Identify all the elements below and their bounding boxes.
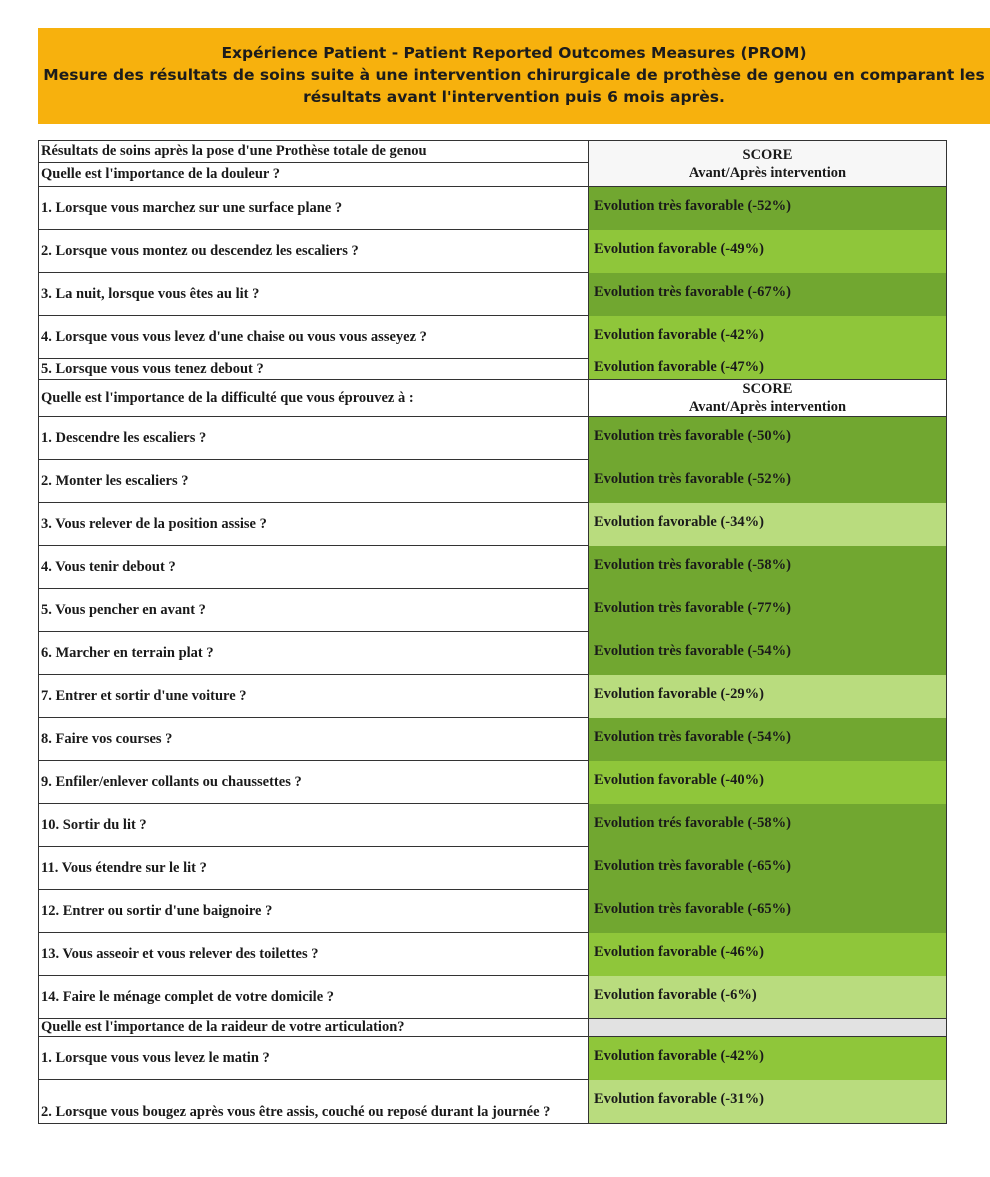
table-row — [39, 632, 947, 675]
score-subtitle: Avant/Après intervention — [688, 399, 847, 415]
item-label: 9. Enfiler/enlever collants ou chaussettes ? — [39, 761, 589, 804]
item-label: 5. Lorsque vous vous tenez debout ? — [39, 359, 589, 380]
score-header — [589, 141, 947, 187]
item-label: 11. Vous étendre sur le lit ? — [39, 847, 589, 890]
score-header — [589, 380, 947, 417]
item-result: Evolution très favorable (-50%) — [589, 417, 947, 460]
header-subtitle: Mesure des résultats de soins suite à une intervention chirurgicale de prothèse de genou en comparant les — [43, 66, 985, 84]
item-label: 4. Vous tenir debout ? — [39, 546, 589, 589]
table-row — [39, 1080, 947, 1124]
table-row — [39, 847, 947, 890]
item-result: Evolution très favorable (-52%) — [589, 187, 947, 230]
score-subtitle: Avant/Après intervention — [688, 164, 847, 181]
table-row — [39, 761, 947, 804]
item-result: Evolution favorable (-47%) — [589, 359, 947, 380]
item-result: Evolution très favorable (-52%) — [589, 460, 947, 503]
section-question-difficulty: Quelle est l'importance de la difficulté que vous éprouvez à : — [39, 380, 589, 417]
item-result: Evolution favorable (-40%) — [589, 761, 947, 804]
item-label: 1. Lorsque vous vous levez le matin ? — [39, 1037, 589, 1080]
item-result: Evolution favorable (-46%) — [589, 933, 947, 976]
table-row — [39, 316, 947, 359]
table-row — [39, 230, 947, 273]
table-row — [39, 273, 947, 316]
table-row — [39, 187, 947, 230]
item-label: 2. Lorsque vous montez ou descendez les escaliers ? — [39, 230, 589, 273]
item-label: 2. Lorsque vous bougez après vous être assis, couché ou reposé durant la journée ? — [39, 1080, 589, 1124]
item-label: 6. Marcher en terrain plat ? — [39, 632, 589, 675]
item-label: 5. Vous pencher en avant ? — [39, 589, 589, 632]
item-result: Evolution favorable (-42%) — [589, 1037, 947, 1080]
section-question-stiffness: Quelle est l'importance de la raideur de votre articulation? — [39, 1019, 589, 1037]
table-row — [39, 675, 947, 718]
table-row — [39, 503, 947, 546]
item-result: Evolution très favorable (-58%) — [589, 546, 947, 589]
item-label: 3. Vous relever de la position assise ? — [39, 503, 589, 546]
header-banner — [38, 28, 990, 124]
score-title: SCORE — [742, 146, 793, 163]
item-result: Evolution très favorable (-65%) — [589, 890, 947, 933]
item-label: 1. Descendre les escaliers ? — [39, 417, 589, 460]
table-row — [39, 976, 947, 1019]
table-row — [39, 890, 947, 933]
item-result: Evolution très favorable (-65%) — [589, 847, 947, 890]
item-label: 4. Lorsque vous vous levez d'une chaise ou vous vous asseyez ? — [39, 316, 589, 359]
table-row — [39, 359, 947, 380]
section-question-pain: Quelle est l'importance de la douleur ? — [39, 163, 589, 187]
item-result: Evolution favorable (-6%) — [589, 976, 947, 1019]
item-result: Evolution favorable (-42%) — [589, 316, 947, 359]
item-result: Evolution très favorable (-77%) — [589, 589, 947, 632]
empty-score-cell — [589, 1019, 947, 1037]
item-label: 1. Lorsque vous marchez sur une surface plane ? — [39, 187, 589, 230]
table-row — [39, 804, 947, 847]
item-result: Evolution trés favorable (-58%) — [589, 804, 947, 847]
item-result: Evolution favorable (-29%) — [589, 675, 947, 718]
item-label: 12. Entrer ou sortir d'une baignoire ? — [39, 890, 589, 933]
header-title: Expérience Patient - Patient Reported Outcomes Measures (PROM) — [221, 44, 807, 62]
table-row — [39, 546, 947, 589]
item-result: Evolution très favorable (-54%) — [589, 632, 947, 675]
table-row — [39, 417, 947, 460]
item-label: 7. Entrer et sortir d'une voiture ? — [39, 675, 589, 718]
table-row — [39, 460, 947, 503]
item-result: Evolution très favorable (-54%) — [589, 718, 947, 761]
section-question-row — [39, 1019, 947, 1037]
item-label: 8. Faire vos courses ? — [39, 718, 589, 761]
item-result: Evolution très favorable (-67%) — [589, 273, 947, 316]
score-title: SCORE — [742, 381, 793, 397]
header-subtitle-cont: résultats avant l'intervention puis 6 mois après. — [303, 88, 725, 106]
item-label: 3. La nuit, lorsque vous êtes au lit ? — [39, 273, 589, 316]
item-label: 2. Monter les escaliers ? — [39, 460, 589, 503]
table-row — [39, 589, 947, 632]
item-label: 10. Sortir du lit ? — [39, 804, 589, 847]
item-label: 13. Vous asseoir et vous relever des toilettes ? — [39, 933, 589, 976]
table-title: Résultats de soins après la pose d'une Prothèse totale de genou — [39, 141, 589, 163]
prom-results-table — [38, 140, 947, 1124]
table-header-row — [39, 141, 947, 163]
table-row — [39, 1037, 947, 1080]
section-question-row — [39, 380, 947, 417]
item-label: 14. Faire le ménage complet de votre domicile ? — [39, 976, 589, 1019]
table-row — [39, 718, 947, 761]
item-result: Evolution favorable (-31%) — [589, 1080, 947, 1124]
item-result: Evolution favorable (-49%) — [589, 230, 947, 273]
item-result: Evolution favorable (-34%) — [589, 503, 947, 546]
table-row — [39, 933, 947, 976]
